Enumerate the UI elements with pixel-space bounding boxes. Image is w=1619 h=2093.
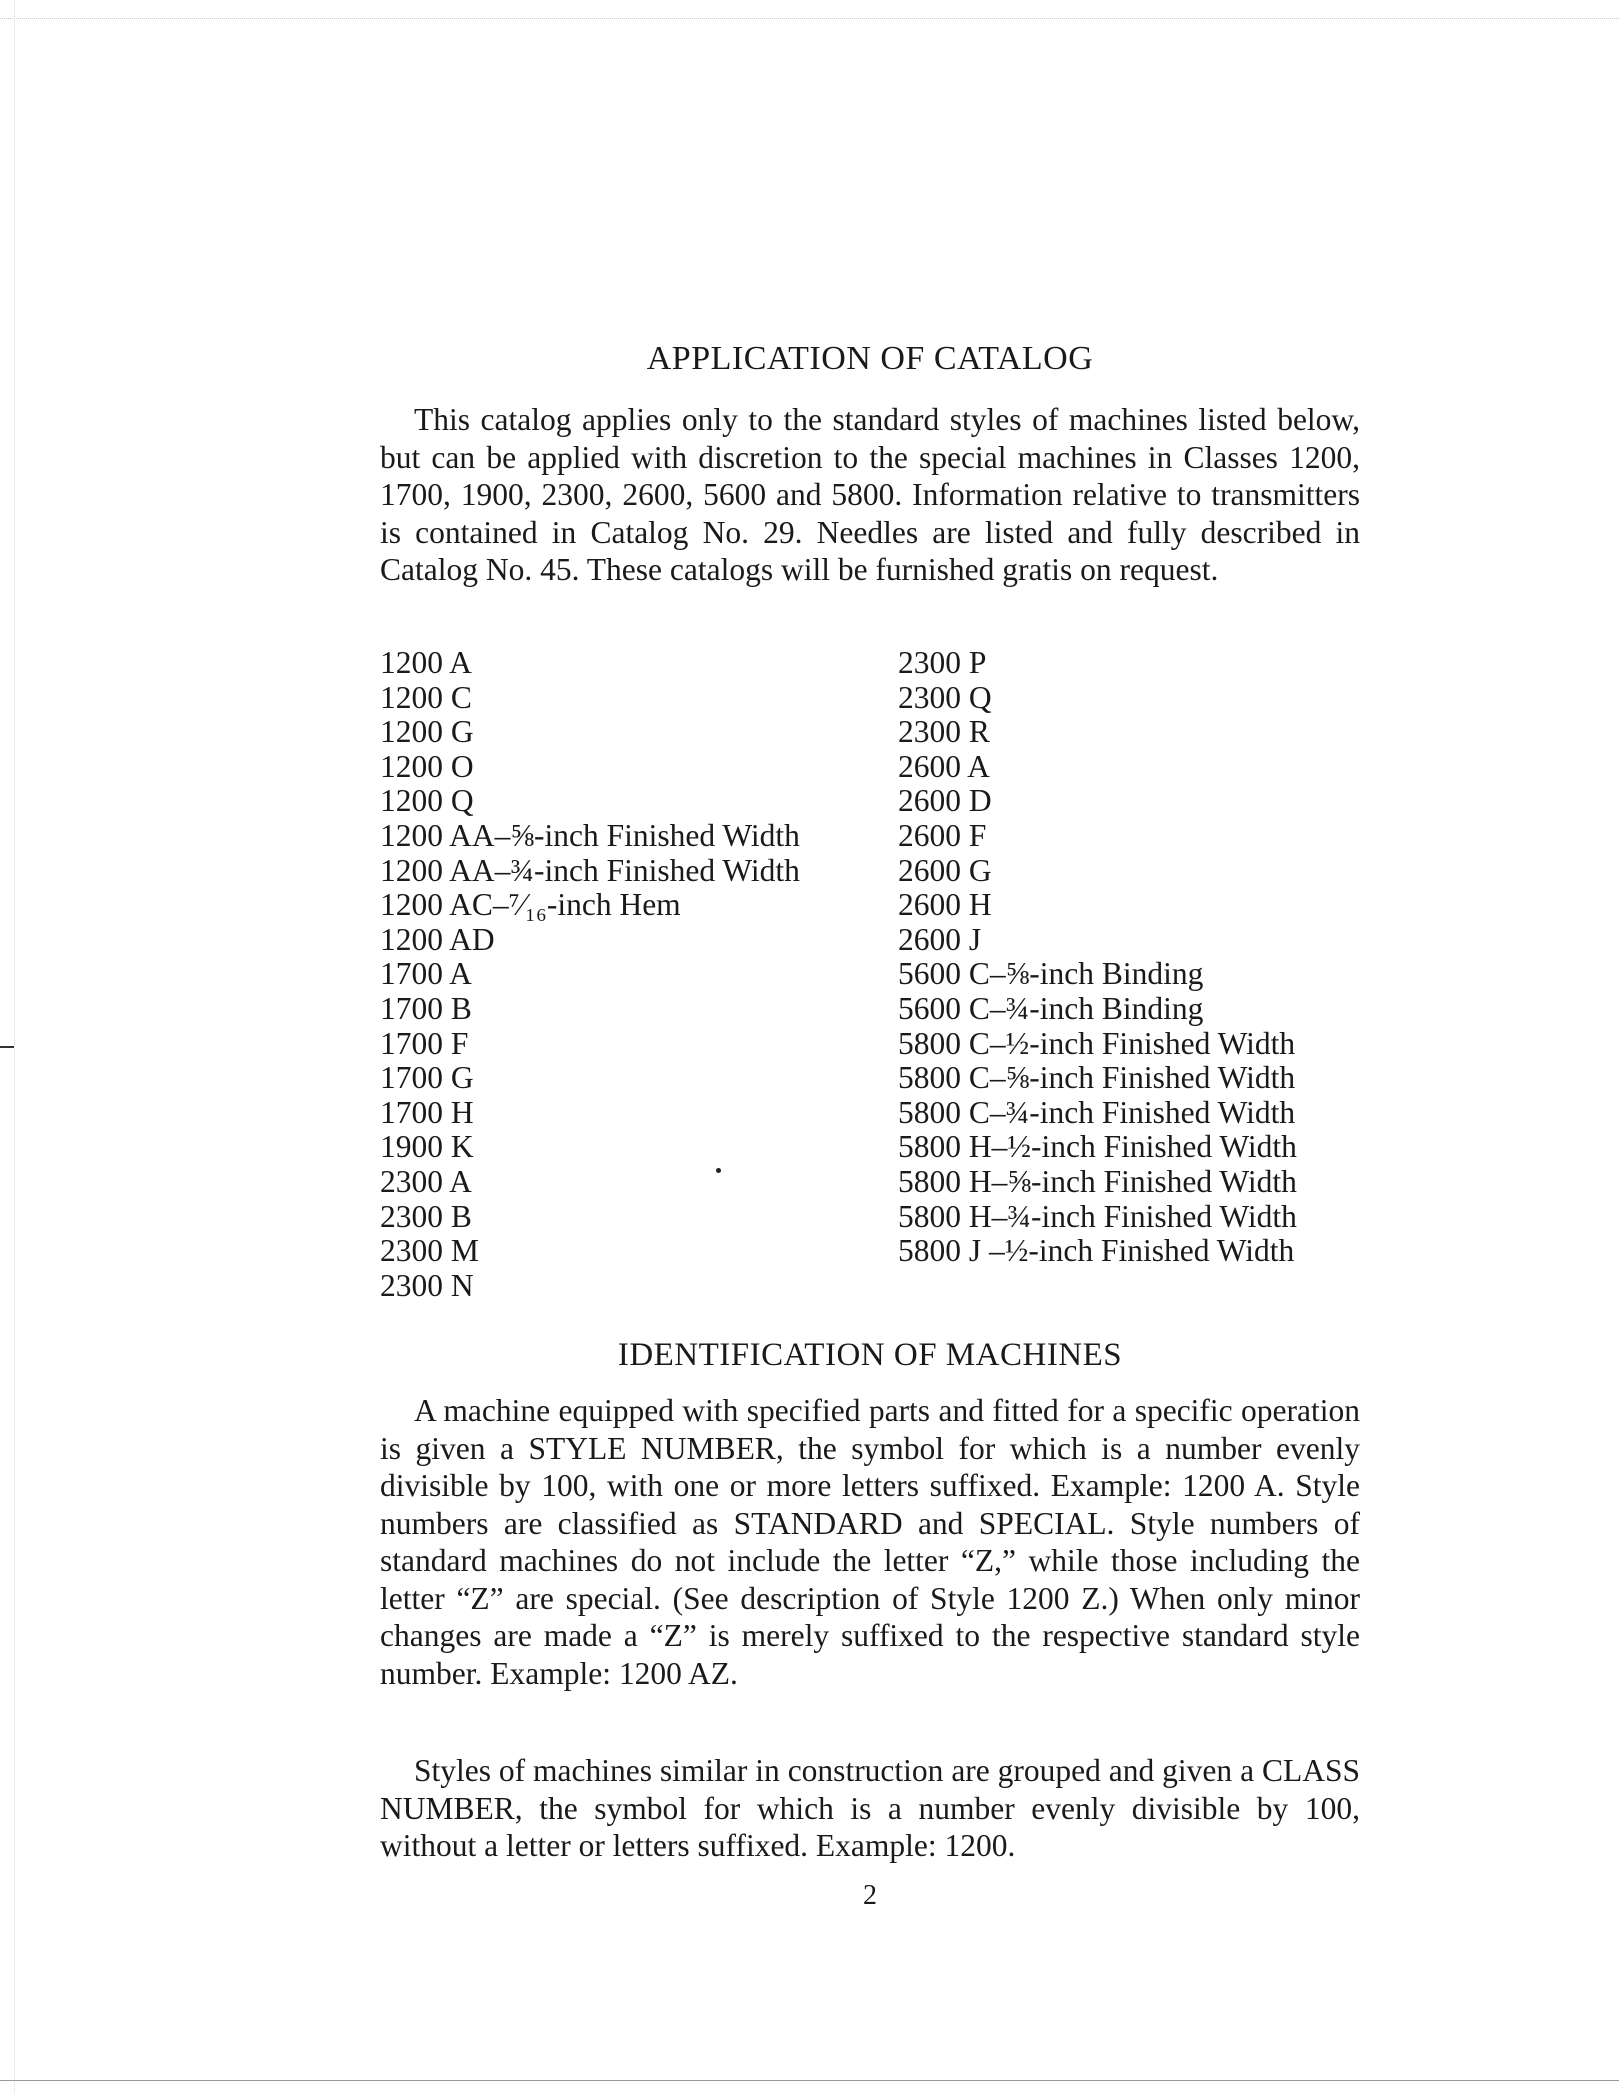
style-entry: 1200 Q <box>380 783 474 819</box>
identification-paragraph-2: Styles of machines similar in construction are grouped and given a CLASS NUMBER, the symbol for which is a number evenly divisible by 100, without a letter or letters suffixed. Example: 1200. <box>380 1753 1360 1863</box>
style-entry: 1200 AD <box>380 921 495 957</box>
style-entry: 5800 C–⅝-inch Finished Width <box>898 1060 1296 1096</box>
style-entry: 5600 C–⅝-inch Binding <box>898 956 1204 992</box>
style-entry: 1200 AA–¾-inch Finished Width <box>380 852 800 888</box>
style-entry: 1200 AC–⁷⁄₁₆-inch Hem <box>380 887 681 923</box>
style-entry: 1700 A <box>380 956 472 992</box>
style-entry: 1700 B <box>380 990 472 1026</box>
identification-heading: IDENTIFICATION OF MACHINES <box>617 1337 1123 1373</box>
style-entry: 1200 G <box>380 714 474 750</box>
style-entry: 2300 N <box>380 1267 474 1303</box>
style-entry: 5800 C–½-inch Finished Width <box>898 1025 1296 1061</box>
style-entry: 2600 H <box>898 887 992 923</box>
page-number: 2 <box>863 1880 877 1911</box>
style-entry: 5800 C–¾-inch Finished Width <box>898 1094 1296 1130</box>
scan-edge-top <box>0 18 1619 20</box>
style-entry: 2600 J <box>898 921 982 957</box>
style-entry: 1700 F <box>380 1025 469 1061</box>
style-list <box>380 646 1360 1306</box>
style-entry: 5800 H–¾-inch Finished Width <box>898 1198 1297 1234</box>
margin-mark <box>0 1046 14 1048</box>
style-entry: 5600 C–¾-inch Binding <box>898 990 1204 1026</box>
style-entry: 1200 O <box>380 748 474 784</box>
style-entry: 1200 A <box>380 645 472 680</box>
style-entry: 2300 B <box>380 1198 472 1234</box>
style-list-left-column <box>380 646 880 1303</box>
style-entry: 2600 F <box>898 817 987 853</box>
application-paragraph: This catalog applies only to the standard styles of machines listed below, but can be applied with discretion to the special machines in Classes 1200, 1700, 1900, 2300, 2600, 5600 and 5800. Information relative to transmitters is contained in Catalog No. 29. Needles are listed and fully described in Catalog No. 45. These catalogs will be furnished gratis on request. <box>380 402 1360 587</box>
style-entry: 5800 H–⅝-inch Finished Width <box>898 1163 1297 1199</box>
style-entry: 2300 M <box>380 1233 479 1269</box>
application-heading: APPLICATION OF CATALOG <box>646 340 1094 377</box>
style-entry: 2300 A <box>380 1163 472 1199</box>
style-entry: 2600 G <box>898 852 992 888</box>
style-entry: 1900 K <box>380 1129 474 1165</box>
style-entry: 1700 G <box>380 1060 474 1096</box>
identification-paragraph-1: A machine equipped with specified parts and fitted for a specific operation is given a STYLE NUMBER, the symbol for which is a number evenly divisible by 100, with one or more letters suffixed. Example: 1200 A. Style numbers are classified as STANDARD and SPECIAL. Style numbers of standard machines do not include the letter “Z,” while those including the letter “Z” are special. (See description of Style 1200 Z.) When only minor changes are made a “Z” is merely suffixed to the respective standard style number. Example: 1200 AZ. <box>380 1393 1360 1691</box>
style-entry: 2300 P <box>898 645 987 680</box>
style-entry: 1700 H <box>380 1094 474 1130</box>
style-entry: 5800 J –½-inch Finished Width <box>898 1233 1295 1269</box>
scan-edge-left <box>14 0 16 2093</box>
style-list-right-column <box>898 646 1368 1269</box>
style-entry: 2600 A <box>898 748 990 784</box>
style-entry: 2300 Q <box>898 679 992 715</box>
style-entry: 1200 C <box>380 679 472 715</box>
scan-edge-bottom <box>0 2080 1619 2082</box>
style-entry: 2600 D <box>898 783 992 819</box>
style-entry: 5800 H–½-inch Finished Width <box>898 1129 1297 1165</box>
style-entry: 1200 AA–⅝-inch Finished Width <box>380 817 800 853</box>
style-entry: 2300 R <box>898 714 990 750</box>
